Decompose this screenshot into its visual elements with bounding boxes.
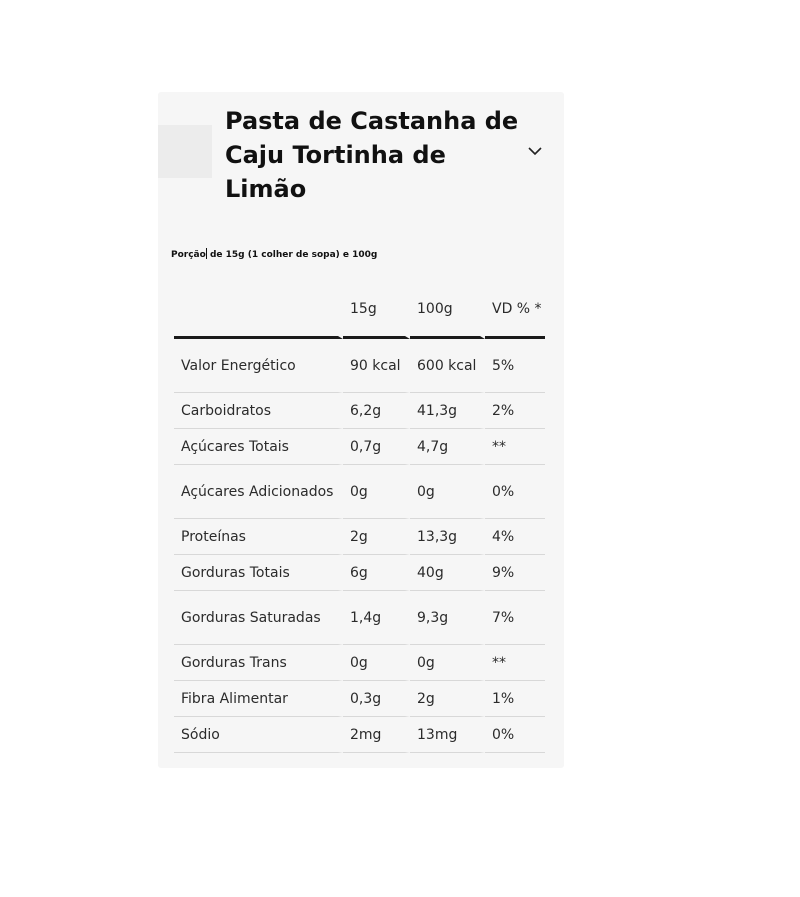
nutrition-card — [158, 92, 564, 768]
table-row — [174, 393, 545, 429]
table-row — [174, 465, 545, 519]
nutrient-name: Gorduras Totais — [174, 555, 343, 591]
value-100g: 0g — [410, 645, 485, 681]
portion-text — [171, 248, 377, 260]
table-row — [174, 681, 545, 717]
nutrient-name: Carboidratos — [174, 393, 343, 429]
header-vd: VD % * — [485, 289, 545, 339]
product-thumbnail — [158, 125, 212, 178]
value-15g: 0,7g — [343, 429, 410, 465]
nutrient-name: Valor Energético — [174, 339, 343, 393]
value-vd: ** — [485, 429, 545, 465]
nutrient-name: Gorduras Saturadas — [174, 591, 343, 645]
nutrient-name: Açúcares Totais — [174, 429, 343, 465]
value-vd: 2% — [485, 393, 545, 429]
table-row — [174, 519, 545, 555]
value-vd: 4% — [485, 519, 545, 555]
nutrient-name: Açúcares Adicionados — [174, 465, 343, 519]
table-row — [174, 717, 545, 753]
value-100g: 600 kcal — [410, 339, 485, 393]
value-vd: 7% — [485, 591, 545, 645]
text-cursor — [206, 248, 207, 259]
table-row — [174, 591, 545, 645]
nutrient-name: Proteínas — [174, 519, 343, 555]
table-row — [174, 429, 545, 465]
header-100g: 100g — [410, 289, 485, 339]
value-100g: 2g — [410, 681, 485, 717]
value-15g: 1,4g — [343, 591, 410, 645]
table-header-row — [174, 289, 545, 339]
value-100g: 41,3g — [410, 393, 485, 429]
value-100g: 40g — [410, 555, 485, 591]
nutrient-name: Fibra Alimentar — [174, 681, 343, 717]
value-15g: 6,2g — [343, 393, 410, 429]
nutrition-table — [174, 289, 545, 753]
value-15g: 0g — [343, 465, 410, 519]
value-vd: 5% — [485, 339, 545, 393]
header-nutrient — [174, 289, 343, 339]
nutrient-name: Sódio — [174, 717, 343, 753]
portion-prefix: Porção — [171, 250, 206, 260]
table-body — [174, 339, 545, 753]
value-100g: 13,3g — [410, 519, 485, 555]
nutrient-name: Gorduras Trans — [174, 645, 343, 681]
value-15g: 90 kcal — [343, 339, 410, 393]
value-15g: 6g — [343, 555, 410, 591]
value-vd: 0% — [485, 717, 545, 753]
value-vd: 0% — [485, 465, 545, 519]
value-vd: 1% — [485, 681, 545, 717]
value-100g: 0g — [410, 465, 485, 519]
header-15g: 15g — [343, 289, 410, 339]
value-15g: 2g — [343, 519, 410, 555]
value-15g: 0g — [343, 645, 410, 681]
value-100g: 4,7g — [410, 429, 485, 465]
table-row — [174, 645, 545, 681]
value-100g: 9,3g — [410, 591, 485, 645]
value-vd: ** — [485, 645, 545, 681]
table-row — [174, 339, 545, 393]
chevron-down-icon[interactable] — [526, 142, 544, 160]
product-title: Pasta de Castanha de Caju Tortinha de Limão — [225, 107, 519, 203]
value-vd: 9% — [485, 555, 545, 591]
value-15g: 2mg — [343, 717, 410, 753]
value-15g: 0,3g — [343, 681, 410, 717]
value-100g: 13mg — [410, 717, 485, 753]
portion-suffix: de 15g (1 colher de sopa) e 100g — [209, 250, 378, 260]
table-row — [174, 555, 545, 591]
